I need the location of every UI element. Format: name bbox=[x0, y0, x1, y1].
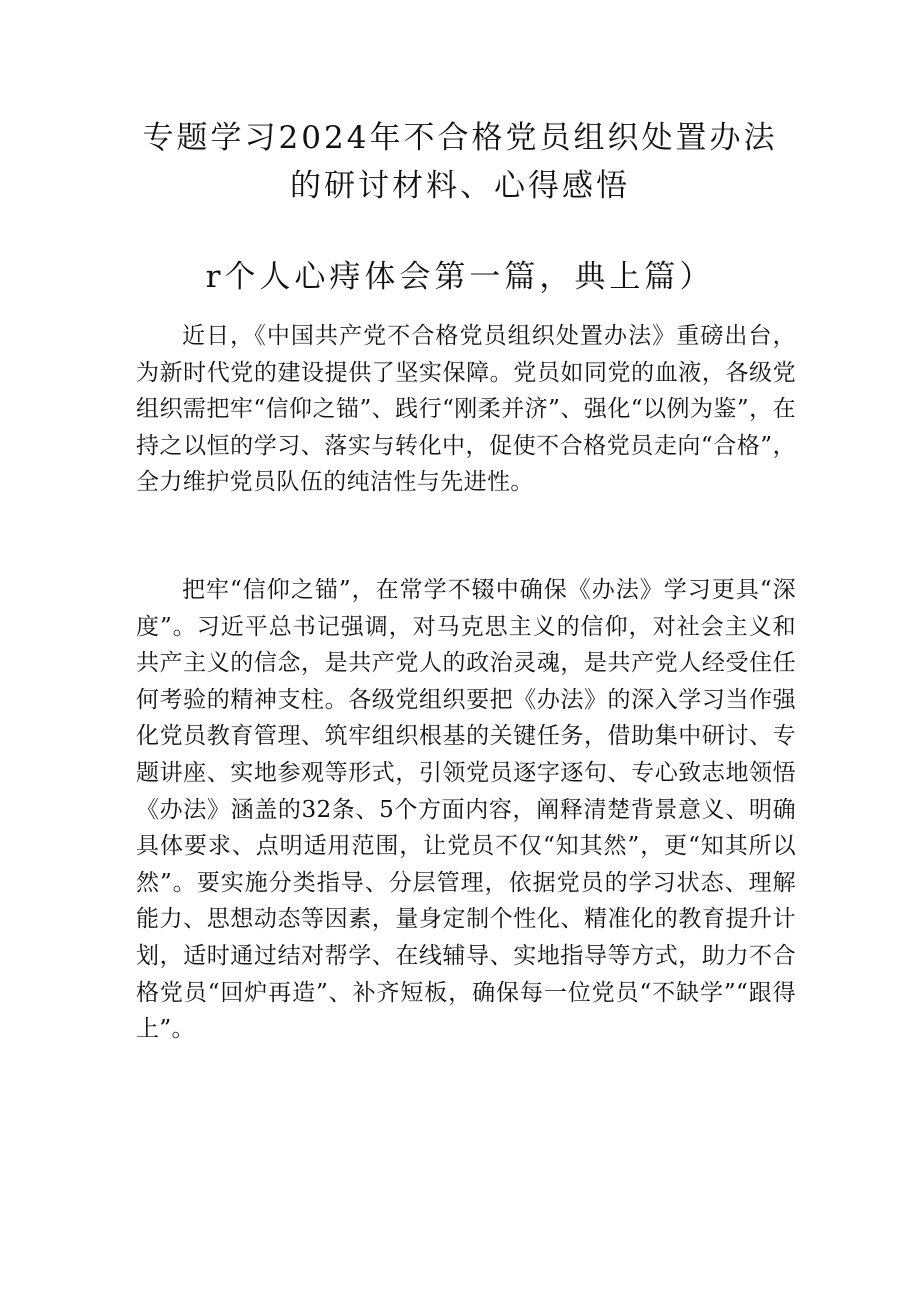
document-subtitle: r个人心痔体会第一篇，典上篇） bbox=[205, 259, 715, 295]
body-paragraph-2: 把牢“信仰之锚”，在常学不辍中确保《办法》学习更具“深度”。习近平总书记强调，对马克思主义的信仰，对社会主义和共产主义的信念，是共产党人的政治灵魂，是共产党人经受住任何考验的精神支柱。各级党组织要把《办法》的深入学习当作强化党员教育管理、筑牢组织根基的关键任务，借助集中研讨、专题讲座、实地参观等形式，引领党员逐字逐句、专心致志地领悟《办法》涵盖的32条、5个方面内容，阐释清楚背景意义、明确具体要求、点明适用范围，让党员不仅“知其然”，更“知其所以然”。要实施分类指导、分层管理，依据党员的学习状态、理解能力、思想动态等因素，量身定制个性化、精准化的教育提升计划，适时通过结对帮学、在线辅导、实地指导等方式，助力不合格党员“回炉再造”、补齐短板，确保每一位党员“不缺学”“跟得上”。 bbox=[136, 577, 796, 1043]
document-title-line-1: 专题学习2024年不合格党员组织处置办法 bbox=[142, 120, 778, 156]
body-paragraph-1: 近日，《中国共产党不合格党员组织处置办法》重磅出台，为新时代党的建设提供了坚实保障。党员如同党的血液，各级党组织需把牢“信仰之锚”、践行“刚柔并济”、强化“以例为鉴”，在持之以恒的学习、落实与转化中，促使不合格党员走向“合格”，全力维护党员队伍的纯洁性与先进性。 bbox=[136, 323, 796, 496]
document-title-line-2: 的研讨材料、心得感悟 bbox=[290, 168, 630, 204]
